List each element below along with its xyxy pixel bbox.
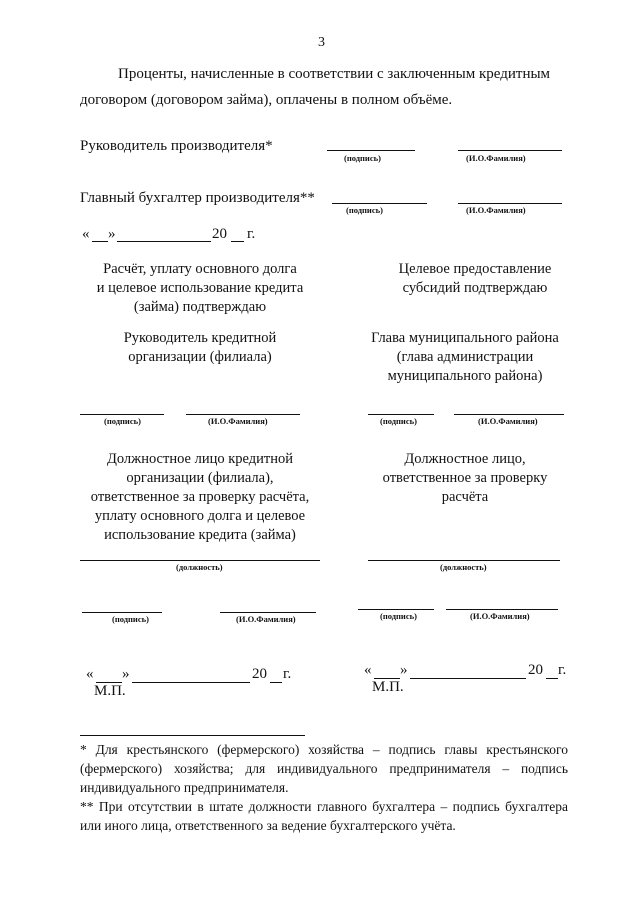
page-number: 3 xyxy=(318,35,325,50)
chief-name-caption: (И.О.Фамилия) xyxy=(466,205,526,215)
date-year-line xyxy=(231,241,244,242)
right-role-line: Глава муниципального района xyxy=(371,330,559,346)
left-name-caption: (И.О.Фамилия) xyxy=(208,416,268,426)
right-sign-line-2 xyxy=(358,609,434,610)
right-name-line-2 xyxy=(446,609,558,610)
date-year-prefix: 20 xyxy=(212,226,227,242)
footnote-separator xyxy=(80,735,305,736)
date-close-quote: » xyxy=(108,226,116,242)
left-role-block xyxy=(70,329,330,367)
intro-line-2: договором (договором займа), оплачены в полном объёме. xyxy=(80,92,453,108)
right-date-close: » xyxy=(400,662,408,678)
date-year-suffix: г. xyxy=(247,226,256,242)
right-sign-line xyxy=(368,414,434,415)
left-sign-caption: (подпись) xyxy=(104,416,141,426)
chief-sign-caption: (подпись) xyxy=(346,205,383,215)
left-date-open: « xyxy=(86,666,94,682)
right-name-line xyxy=(454,414,564,415)
left-official-line: Должностное лицо кредитной xyxy=(106,451,293,467)
right-role-block xyxy=(340,329,590,386)
right-role-line: (глава администрации xyxy=(396,349,534,365)
right-confirm-line: субсидий подтверждаю xyxy=(402,280,548,296)
right-official-block xyxy=(340,450,590,507)
left-official-line: использование кредита (займа) xyxy=(104,527,296,543)
left-official-block xyxy=(70,450,330,545)
left-confirm-block xyxy=(70,260,330,317)
left-official-line: организации (филиала), xyxy=(126,470,274,486)
left-sign-line-2 xyxy=(82,612,162,613)
right-sign-caption-2: (подпись) xyxy=(380,611,417,621)
chief-accountant-label: Главный бухгалтер производителя** xyxy=(80,190,315,206)
left-year-suffix: г. xyxy=(283,666,292,682)
date-day-line xyxy=(92,241,108,242)
right-position-caption: (должность) xyxy=(440,562,487,572)
right-name-caption: (И.О.Фамилия) xyxy=(478,416,538,426)
right-year-line xyxy=(546,678,558,679)
right-official-line: ответственное за проверку xyxy=(382,470,548,486)
head-name-line xyxy=(458,150,562,151)
left-role-line: Руководитель кредитной xyxy=(123,330,277,346)
left-official-line: ответственное за проверку расчёта, xyxy=(90,489,310,505)
right-position-line xyxy=(368,560,560,561)
right-confirm-line: Целевое предоставление xyxy=(398,261,552,277)
right-role-line: муниципального района) xyxy=(387,368,543,384)
left-confirm-line: Расчёт, уплату основного долга xyxy=(103,261,297,277)
right-official-line: Должностное лицо, xyxy=(404,451,526,467)
right-year-suffix: г. xyxy=(558,662,567,678)
left-year-line xyxy=(270,682,282,683)
left-name-line-2 xyxy=(220,612,316,613)
left-date-month-line xyxy=(132,682,250,683)
left-role-line: организации (филиала) xyxy=(128,349,272,365)
left-name-caption-2: (И.О.Фамилия) xyxy=(236,614,296,624)
right-official-line: расчёта xyxy=(441,489,489,505)
footnote-1: * Для крестьянского (фермерского) хозяйства – подпись главы крестьянского (фермерского) хозяйства; для индивидуального предпринимателя – подпись индивидуального предпринимателя. xyxy=(80,742,568,795)
left-confirm-line: (займа) подтверждаю xyxy=(133,299,267,315)
right-name-caption-2: (И.О.Фамилия) xyxy=(470,611,530,621)
left-name-line xyxy=(186,414,300,415)
left-official-line: уплату основного долга и целевое xyxy=(94,508,306,524)
right-confirm-block xyxy=(350,260,600,298)
right-date-month-line xyxy=(410,678,526,679)
head-signature-label: Руководитель производителя* xyxy=(80,138,273,154)
left-sign-line xyxy=(80,414,164,415)
head-name-caption: (И.О.Фамилия) xyxy=(466,153,526,163)
left-stamp: М.П. xyxy=(94,683,126,699)
left-position-caption: (должность) xyxy=(176,562,223,572)
date-open-quote: « xyxy=(82,226,90,242)
left-confirm-line: и целевое использование кредита xyxy=(96,280,304,296)
footnotes xyxy=(80,740,568,835)
chief-name-line xyxy=(458,203,562,204)
right-year-prefix: 20 xyxy=(528,662,543,678)
right-sign-caption: (подпись) xyxy=(380,416,417,426)
head-sign-caption: (подпись) xyxy=(344,153,381,163)
right-stamp: М.П. xyxy=(372,679,404,695)
left-year-prefix: 20 xyxy=(252,666,267,682)
left-date-close: » xyxy=(122,666,130,682)
right-date-open: « xyxy=(364,662,372,678)
intro-line-1: Проценты, начисленные в соответствии с заключенным кредитным xyxy=(118,66,551,82)
left-position-line xyxy=(80,560,320,561)
date-month-line xyxy=(117,241,211,242)
left-sign-caption-2: (подпись) xyxy=(112,614,149,624)
chief-sign-line xyxy=(332,203,427,204)
head-sign-line xyxy=(327,150,415,151)
footnote-2: ** При отсутствии в штате должности главного бухгалтера – подпись бухгалтера или иного лица, ответственного за ведение бухгалтерского учёта. xyxy=(80,799,568,833)
